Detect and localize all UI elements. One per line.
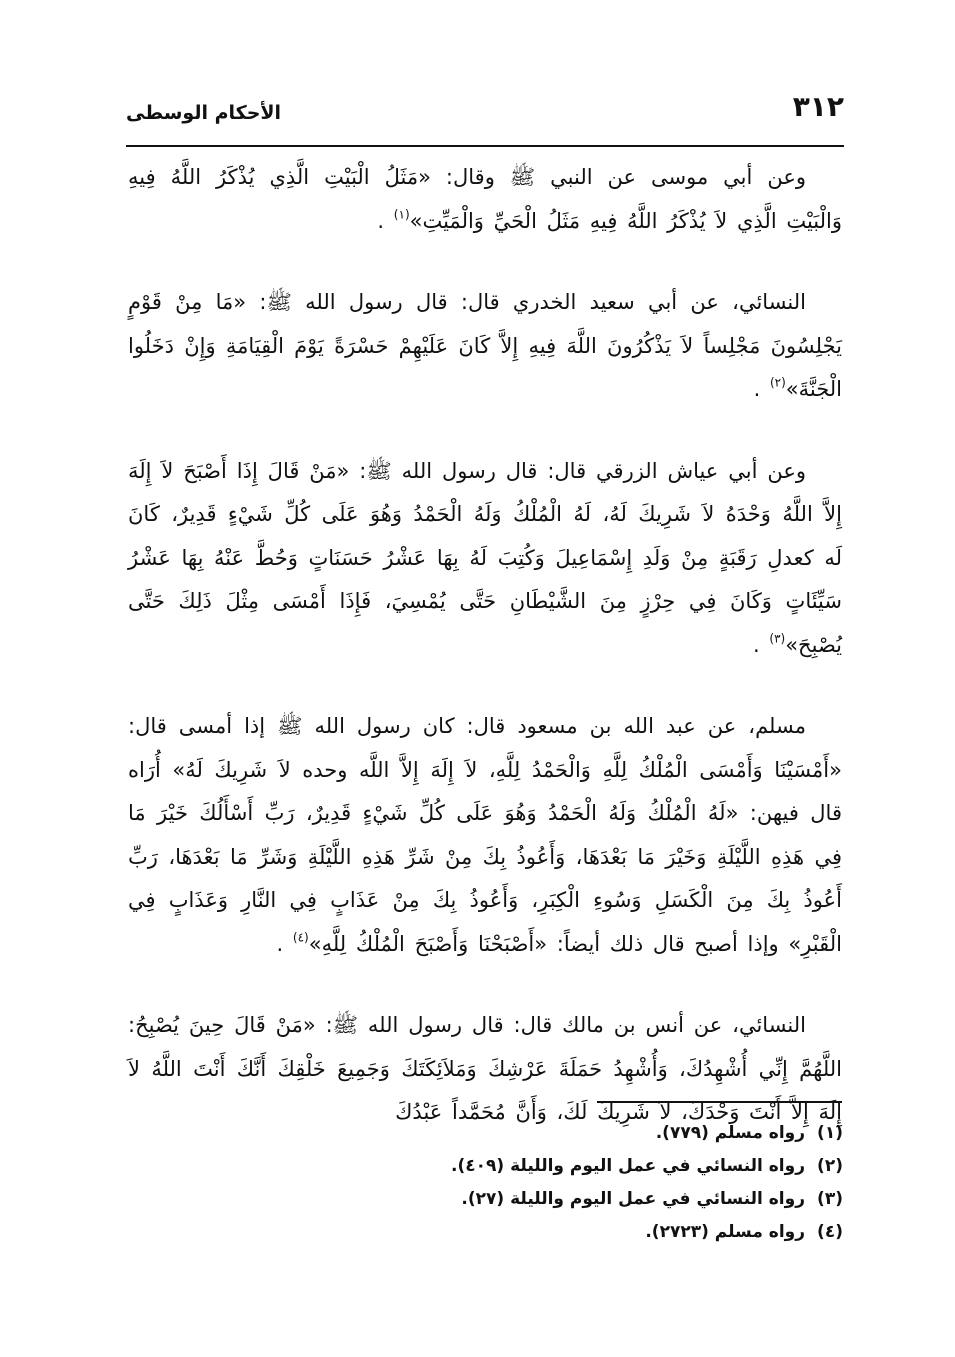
footnote-number: (٣) xyxy=(817,1189,843,1209)
footnote-divider xyxy=(597,1101,842,1103)
footnote-1 xyxy=(343,1117,843,1150)
paragraph-text: وعن أبي عياش الزرقي قال: قال رسول الله ﷺ: «مَنْ قَالَ إِذَا أَصْبَحَ لاَ إِلَهَ إِلاَّ اللَّهُ وَحْدَهُ لاَ شَرِيكَ لَهُ، لَهُ الْمُلْكُ وَلَهُ الْحَمْدُ وَهُوَ عَلَى كُلِّ شَيْءٍ قَدِيرٌ، كَانَ لَه كعدلِ رَقَبَةٍ مِنْ وَلَدِ إِسْمَاعِيلَ وَكُتِبَ لَهُ بِهَا عَشْرُ حَسَنَاتٍ وَحُطَّ عَنْهُ بِهَا عَشْرُ سَيِّئَاتٍ وَكَانَ فِي حِرْزٍ مِنَ الشَّيْطَانِ حَتَّى يُمْسِيَ، فَإِذَا أَمْسَى مِثْلَ ذَلِكَ حَتَّى يُصْبِحَ» xyxy=(128,458,842,657)
paragraph-3 xyxy=(128,450,842,668)
footnote-marker-4: (٤) xyxy=(292,929,309,944)
paragraph-tail: . xyxy=(276,931,284,956)
paragraph-tail: . xyxy=(753,632,760,657)
footnote-number: (٤) xyxy=(817,1222,843,1242)
footnote-text: رواه النسائي في عمل اليوم والليلة (٤٠٩). xyxy=(451,1156,805,1176)
main-text xyxy=(128,156,842,1135)
paragraph-text: النسائي، عن أبي سعيد الخدري قال: قال رسول الله ﷺ: «مَا مِنْ قَوْمٍ يَجْلِسُونَ مَجْلِساً لاَ يَذْكُرُونَ اللَّهَ فِيهِ إِلاَّ كَانَ عَلَيْهِمْ حَسْرَةً يَوْمَ الْقِيَامَةِ وَإِنْ دَخَلُوا الْجَنَّةَ» xyxy=(128,290,842,401)
paragraph-text: وعن أبي موسى عن النبي ﷺ وقال: «مَثَلُ الْبَيْتِ الَّذِي يُذْكَرُ اللَّهُ فِيهِ وَالْبَيْتِ الَّذِي لاَ يُذْكَرُ اللَّهُ فِيهِ مَثَلُ الْحَيِّ وَالْمَيِّتِ» xyxy=(128,165,842,233)
paragraph-4 xyxy=(128,705,842,966)
footnote-3 xyxy=(343,1183,843,1216)
paragraph-text: النسائي، عن أنس بن مالك قال: قال رسول الله ﷺ: «مَنْ قَالَ حِينَ يُصْبِحُ: اللَّهُمَّ إِنِّي أُشْهِدُكَ، وَأُشْهِدُ حَمَلَةَ عَرْشِكَ وَمَلاَئِكَتَكَ وَجَمِيعَ خَلْقِكَ أَنَّكَ أَنْتَ اللَّهُ لاَ إِلَهَ إِلاَّ أَنْتَ وَحْدَكَ، لاَ شَرِيكَ لَكَ، وَأَنَّ مُحَمَّداً عَبْدُكَ xyxy=(128,1013,842,1124)
footnote-text: رواه النسائي في عمل اليوم والليلة (٢٧). xyxy=(461,1189,805,1209)
footnote-text: رواه مسلم (٧٧٩). xyxy=(655,1123,805,1143)
page-header xyxy=(126,86,844,138)
footnote-2 xyxy=(343,1150,843,1183)
footnote-text: رواه مسلم (٢٧٢٣). xyxy=(645,1222,805,1242)
paragraph-5 xyxy=(128,1004,842,1135)
footnote-marker-3: (٣) xyxy=(769,630,786,645)
paragraph-1 xyxy=(128,156,842,243)
footnote-number: (١) xyxy=(817,1123,843,1143)
footnote-number: (٢) xyxy=(817,1156,843,1176)
page-number: ٣١٢ xyxy=(792,90,844,123)
header-divider xyxy=(126,145,844,147)
footnote-4 xyxy=(343,1216,843,1249)
paragraph-2 xyxy=(128,281,842,412)
paragraph-text: مسلم، عن عبد الله بن مسعود قال: كان رسول الله ﷺ إذا أمسى قال: «أَمْسَيْنَا وَأَمْسَى الْمُلْكُ لِلَّهِ وَالْحَمْدُ لِلَّهِ، لاَ إِلَهَ إِلاَّ اللَّه وحده لاَ شَرِيكَ لَهُ» أُرَاه قال فيهن: «لَهُ الْمُلْكُ وَلَهُ الْحَمْدُ وَهُوَ عَلَى كُلِّ شَيْءٍ قَدِيرٌ، رَبِّ أَسْأَلُكَ خَيْرَ مَا فِي هَذِهِ اللَّيْلَةِ وَخَيْرَ مَا بَعْدَهَا، وَأَعُوذُ بِكَ مِنْ شَرِّ هَذِهِ اللَّيْلَةِ وَشَرِّ مَا بَعْدَهَا، رَبِّ أَعُوذُ بِكَ مِنَ الْكَسَلِ وَسُوءِ الْكِبَرِ، وَأَعُوذُ بِكَ مِنْ عَذَابٍ فِي النَّارِ وَعَذَابٍ فِي الْقَبْرِ» وإذا أصبح قال ذلك أيضاً: «أَصْبَحْنَا وَأَصْبَحَ الْمُلْكُ لِلَّهِ» xyxy=(128,714,842,956)
footnotes xyxy=(343,1117,843,1249)
paragraph-tail: . xyxy=(377,208,385,233)
running-title: الأحكام الوسطى xyxy=(126,102,282,124)
paragraph-tail: . xyxy=(753,377,761,401)
footnote-marker-2: (٢) xyxy=(769,375,786,390)
footnote-marker-1: (١) xyxy=(393,206,410,221)
